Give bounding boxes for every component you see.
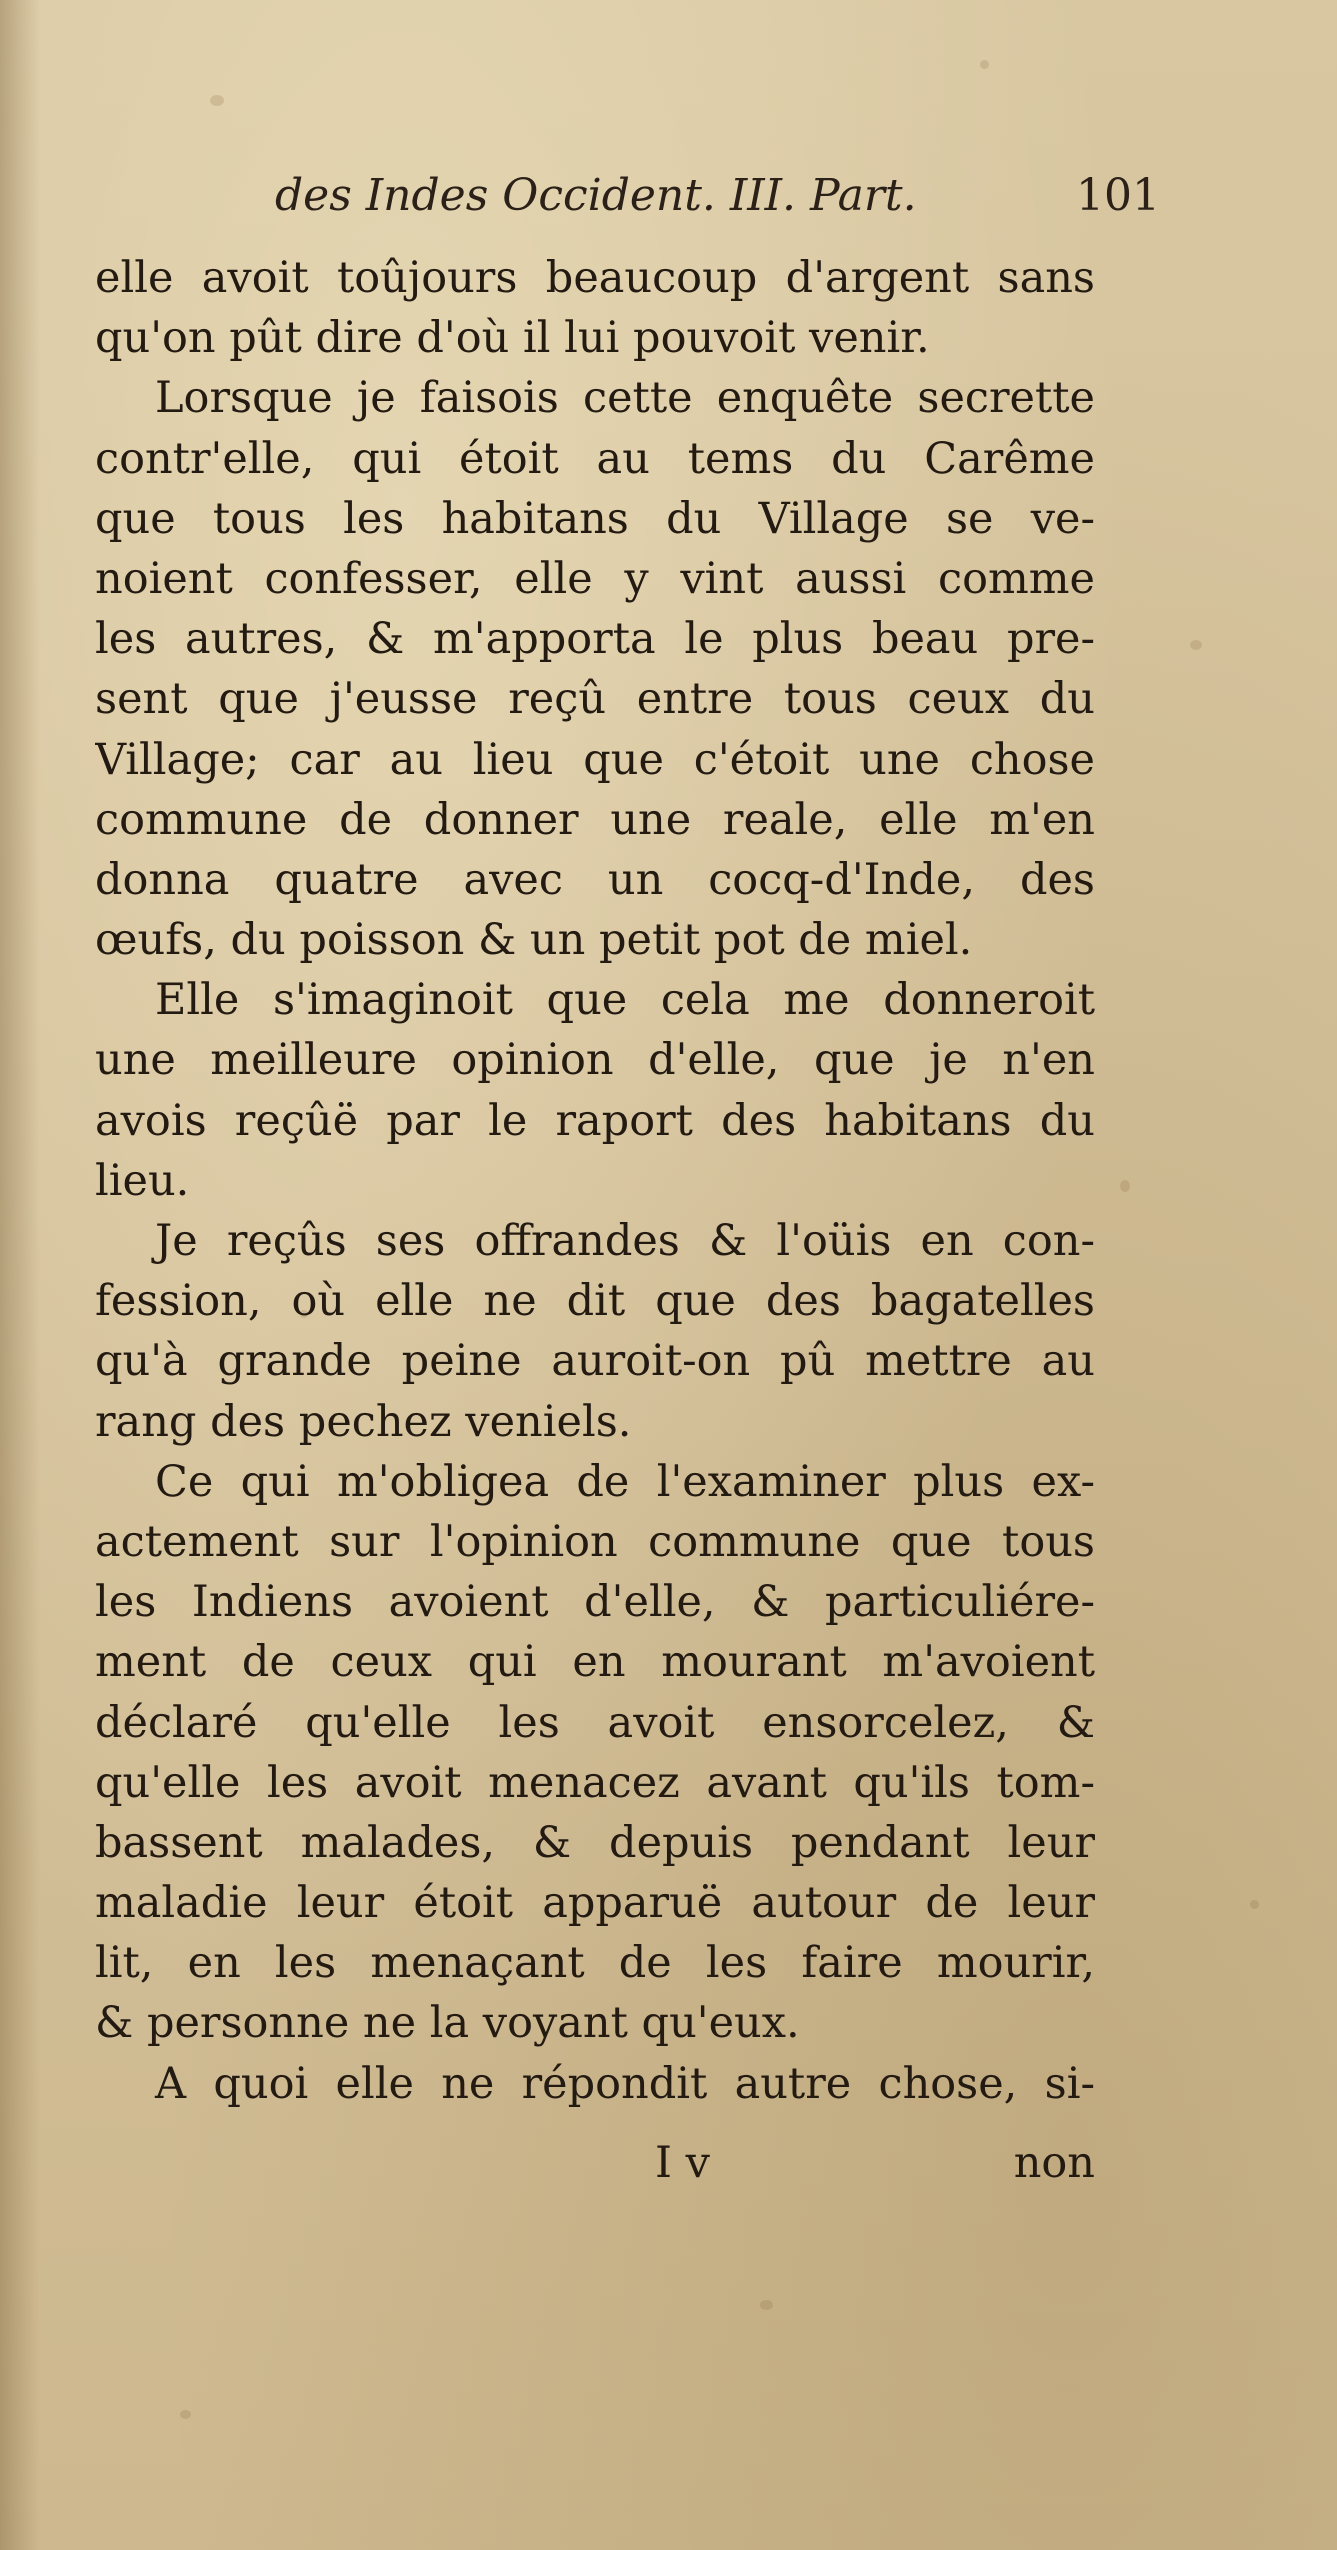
text-line: lieu. (95, 1155, 190, 1206)
page-header (160, 170, 1160, 234)
text-line: bassent malades, & depuis pendant leur (95, 1817, 1095, 1868)
text-line: actement sur l'opinion commune que tous (95, 1516, 1095, 1567)
text-line: une meilleure opinion d'elle, que je n'en (95, 1035, 1095, 1086)
text-line: qu'elle les avoit menacez avant qu'ils tom- (95, 1757, 1095, 1808)
text-line: A quoi elle ne répondit autre chose, si- (155, 2058, 1095, 2109)
text-line: les Indiens avoient d'elle, & particuliére- (95, 1577, 1095, 1628)
signature-mark: I v (655, 2138, 710, 2188)
text-line: qu'à grande peine auroit-on pû mettre au (95, 1336, 1095, 1387)
text-line: Je reçûs ses offrandes & l'oüis en con- (155, 1216, 1095, 1266)
text-line: qu'on pût dire d'où il lui pouvoit venir. (95, 313, 930, 364)
text-line: commune de donner une reale, elle m'en (95, 794, 1095, 845)
text-line: donna quatre avec un cocq-d'Inde, des (95, 854, 1095, 905)
text-line: ment de ceux qui en mourant m'avoient (95, 1637, 1095, 1688)
catchword: non (1013, 2138, 1095, 2188)
text-line: sent que j'eusse reçû entre tous ceux du (95, 674, 1095, 725)
text-line: avois reçûë par le raport des habitans du (95, 1095, 1095, 1146)
text-line: Ce qui m'obligea de l'examiner plus ex- (155, 1456, 1095, 1507)
text-line: & personne ne la voyant qu'eux. (95, 1998, 800, 2049)
text-line: les autres, & m'apporta le plus beau pre- (95, 614, 1095, 665)
page-gutter-shadow (0, 0, 40, 2550)
text-line: œufs, du poisson & un petit pot de miel. (95, 915, 973, 966)
text-line: rang des pechez veniels. (95, 1396, 632, 1447)
body-text (95, 248, 1095, 2114)
text-line: que tous les habitans du Village se ve- (95, 493, 1095, 544)
text-line: noient confesser, elle y vint aussi comme (95, 553, 1095, 604)
page-footer (95, 2138, 1095, 2198)
text-line: contr'elle, qui étoit au tems du Carême (95, 433, 1095, 484)
text-line: maladie leur étoit apparuë autour de leur (95, 1878, 1095, 1929)
text-line: lit, en les menaçant de les faire mourir, (95, 1938, 1095, 1989)
text-line: Lorsque je faisois cette enquête secrette (155, 373, 1095, 424)
text-line: elle avoit toûjours beaucoup d'argent sans (95, 253, 1095, 303)
page-number: 101 (1076, 170, 1160, 221)
running-head: des Indes Occident. III. Part. (275, 170, 917, 221)
text-line: fession, où elle ne dit que des bagatelles (95, 1276, 1095, 1327)
text-line: Village; car au lieu que c'étoit une chose (95, 734, 1095, 785)
text-line: Elle s'imaginoit que cela me donneroit (155, 975, 1095, 1026)
text-line: déclaré qu'elle les avoit ensorcelez, & (95, 1697, 1095, 1748)
